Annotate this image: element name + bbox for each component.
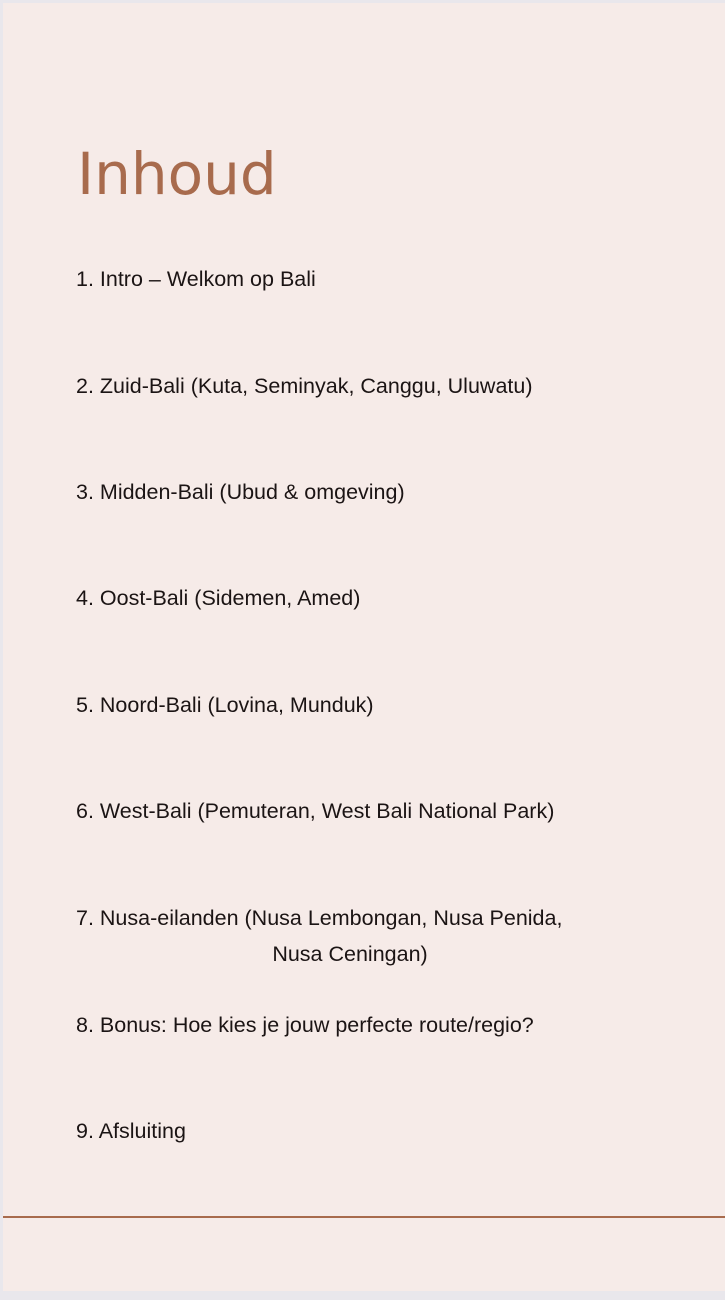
toc-item-label: 7. Nusa-eilanden (Nusa Lembongan, Nusa Penida, [76,906,563,930]
toc-item-noord-bali [76,687,676,723]
toc-item-label: 4. Oost-Bali (Sidemen, Amed) [76,586,361,610]
toc-item-intro [76,261,676,297]
toc-item-zuid-bali [76,368,676,404]
document-page [3,3,725,1291]
toc-item-midden-bali [76,474,676,510]
toc-item-label-continued: Nusa Ceningan) [272,942,428,966]
toc-item-nusa-eilanden [76,900,676,972]
toc-item-oost-bali [76,580,676,616]
toc-item-afsluiting [76,1113,676,1149]
page-title: Inhoud [77,140,277,208]
toc-item-label: 2. Zuid-Bali (Kuta, Seminyak, Canggu, Uluwatu) [76,374,533,398]
toc-item-label: 9. Afsluiting [76,1119,186,1143]
toc-item-label: 8. Bonus: Hoe kies je jouw perfecte route/regio? [76,1013,534,1037]
toc-item-bonus [76,1007,676,1043]
toc-item-label: 5. Noord-Bali (Lovina, Munduk) [76,693,374,717]
footer-divider [3,1216,725,1218]
toc-item-west-bali [76,793,676,829]
toc-item-label: 1. Intro – Welkom op Bali [76,267,316,291]
toc-item-label: 6. West-Bali (Pemuteran, West Bali National Park) [76,799,555,823]
toc-item-label: 3. Midden-Bali (Ubud & omgeving) [76,480,405,504]
